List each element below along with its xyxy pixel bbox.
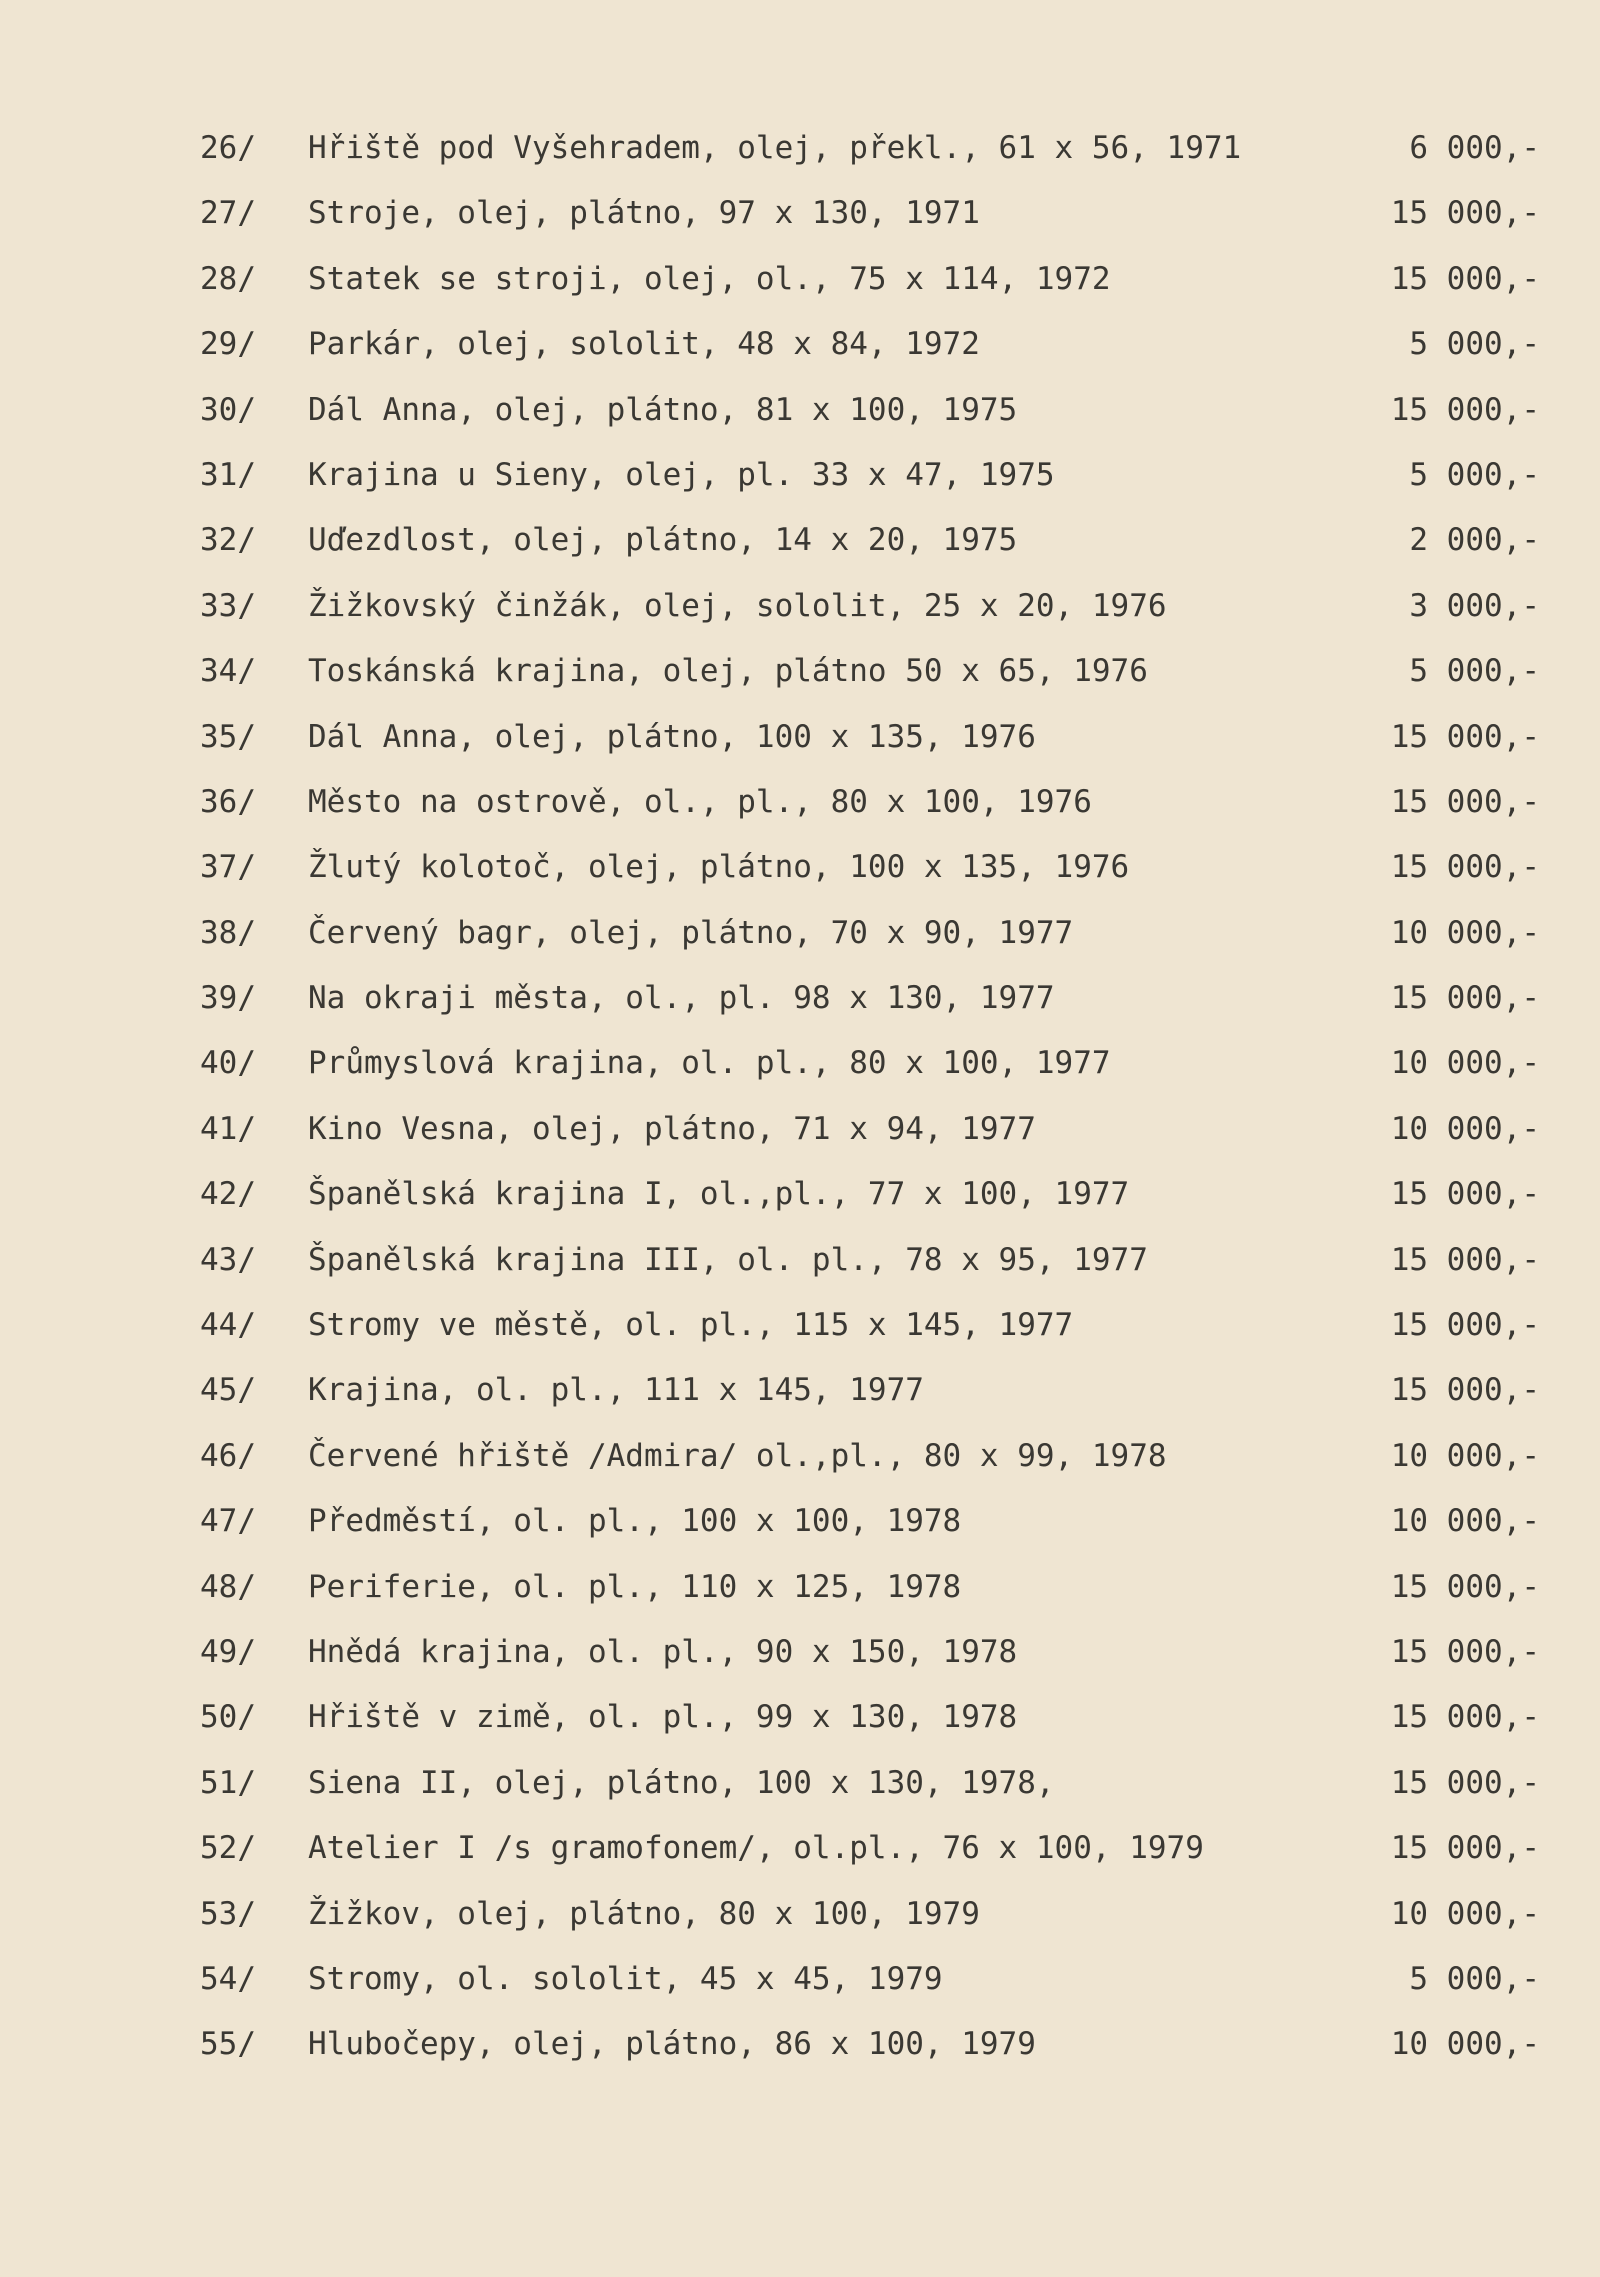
list-item	[200, 1695, 1540, 1760]
item-description: Toskánská krajina, olej, plátno 50 x 65, 1976	[308, 653, 1148, 690]
item-number: 30/	[200, 391, 256, 428]
item-number: 48/	[200, 1568, 256, 1605]
list-item	[200, 1172, 1540, 1237]
item-price: 15 000,-	[1390, 1568, 1540, 1605]
item-price: 15 000,-	[1390, 1830, 1540, 1867]
list-item	[200, 1761, 1540, 1826]
item-description: Kino Vesna, olej, plátno, 71 x 94, 1977	[308, 1110, 1036, 1147]
item-number: 46/	[200, 1437, 256, 1474]
list-item	[200, 976, 1540, 1041]
item-price: 15 000,-	[1390, 1633, 1540, 1670]
list-item	[200, 584, 1540, 649]
item-number: 38/	[200, 914, 256, 951]
item-description: Atelier I /s gramofonem/, ol.pl., 76 x 100, 1979	[308, 1830, 1204, 1867]
item-description: Žlutý kolotoč, olej, plátno, 100 x 135, 1976	[308, 849, 1130, 886]
item-description: Hřiště pod Vyšehradem, olej, překl., 61 x 56, 1971	[308, 130, 1242, 166]
item-price: 5 000,-	[1409, 1960, 1540, 1997]
item-price: 5 000,-	[1409, 653, 1540, 690]
item-description: Krajina, ol. pl., 111 x 145, 1977	[308, 1372, 924, 1409]
item-price: 6 000,-	[1409, 130, 1540, 166]
item-number: 37/	[200, 849, 256, 886]
item-description: Statek se stroji, olej, ol., 75 x 114, 1972	[308, 260, 1111, 297]
item-description: Město na ostrově, ol., pl., 80 x 100, 1976	[308, 783, 1092, 820]
item-price: 15 000,-	[1390, 1764, 1540, 1801]
item-number: 47/	[200, 1503, 256, 1540]
item-description: Krajina u Sieny, olej, pl. 33 x 47, 1975	[308, 456, 1055, 493]
item-price: 2 000,-	[1409, 522, 1540, 559]
item-price: 10 000,-	[1390, 2026, 1540, 2063]
item-price: 15 000,-	[1390, 718, 1540, 755]
list-item	[200, 1107, 1540, 1172]
list-item	[200, 2022, 1540, 2087]
item-number: 34/	[200, 653, 256, 690]
item-price: 15 000,-	[1390, 1699, 1540, 1736]
item-number: 33/	[200, 587, 256, 624]
list-item	[200, 1565, 1540, 1630]
item-number: 32/	[200, 522, 256, 559]
item-description: Uďezdlost, olej, plátno, 14 x 20, 1975	[308, 522, 1018, 559]
item-number: 44/	[200, 1307, 256, 1344]
list-item	[200, 1957, 1540, 2022]
item-number: 31/	[200, 456, 256, 493]
item-number: 54/	[200, 1960, 256, 1997]
list-item	[200, 1303, 1540, 1368]
list-item	[200, 322, 1540, 387]
list-item	[200, 1238, 1540, 1303]
item-description: Červené hřiště /Admira/ ol.,pl., 80 x 99, 1978	[308, 1437, 1167, 1474]
item-number: 51/	[200, 1764, 256, 1801]
item-number: 55/	[200, 2026, 256, 2063]
item-price: 10 000,-	[1390, 1437, 1540, 1474]
item-number: 35/	[200, 718, 256, 755]
item-description: Parkár, olej, sololit, 48 x 84, 1972	[308, 326, 980, 363]
item-description: Na okraji města, ol., pl. 98 x 130, 1977	[308, 980, 1055, 1017]
list-item	[200, 1630, 1540, 1695]
item-number: 40/	[200, 1045, 256, 1082]
list-item	[200, 1368, 1540, 1433]
item-price: 15 000,-	[1390, 1372, 1540, 1409]
item-description: Hlubočepy, olej, plátno, 86 x 100, 1979	[308, 2026, 1036, 2063]
item-price: 15 000,-	[1390, 391, 1540, 428]
list-item	[200, 1041, 1540, 1106]
item-description: Siena II, olej, plátno, 100 x 130, 1978,	[308, 1764, 1055, 1801]
item-number: 50/	[200, 1699, 256, 1736]
list-item	[200, 715, 1540, 780]
item-number: 39/	[200, 980, 256, 1017]
list-item	[200, 257, 1540, 322]
item-number: 27/	[200, 195, 256, 232]
item-number: 49/	[200, 1633, 256, 1670]
item-price: 5 000,-	[1409, 456, 1540, 493]
item-description: Předměstí, ol. pl., 100 x 100, 1978	[308, 1503, 962, 1540]
item-price: 15 000,-	[1390, 849, 1540, 886]
item-price: 10 000,-	[1390, 1895, 1540, 1932]
item-price: 15 000,-	[1390, 1176, 1540, 1213]
item-number: 26/	[200, 130, 256, 166]
item-description: Dál Anna, olej, plátno, 81 x 100, 1975	[308, 391, 1018, 428]
list-item	[200, 388, 1540, 453]
item-number: 45/	[200, 1372, 256, 1409]
item-description: Stroje, olej, plátno, 97 x 130, 1971	[308, 195, 980, 232]
list-item	[200, 1434, 1540, 1499]
item-description: Červený bagr, olej, plátno, 70 x 90, 1977	[308, 914, 1074, 951]
item-description: Stromy ve městě, ol. pl., 115 x 145, 1977	[308, 1307, 1074, 1344]
item-description: Stromy, ol. sololit, 45 x 45, 1979	[308, 1960, 943, 1997]
item-price: 10 000,-	[1390, 1045, 1540, 1082]
item-description: Dál Anna, olej, plátno, 100 x 135, 1976	[308, 718, 1036, 755]
list-item	[200, 780, 1540, 845]
item-price: 10 000,-	[1390, 1503, 1540, 1540]
item-number: 41/	[200, 1110, 256, 1147]
item-number: 52/	[200, 1830, 256, 1867]
item-description: Periferie, ol. pl., 110 x 125, 1978	[308, 1568, 962, 1605]
painting-price-list	[200, 126, 1540, 2088]
list-item	[200, 1499, 1540, 1564]
item-description: Španělská krajina III, ol. pl., 78 x 95, 1977	[308, 1241, 1148, 1278]
list-item	[200, 453, 1540, 518]
item-number: 43/	[200, 1241, 256, 1278]
item-number: 28/	[200, 260, 256, 297]
item-number: 29/	[200, 326, 256, 363]
item-description: Žižkov, olej, plátno, 80 x 100, 1979	[308, 1895, 980, 1932]
item-description: Hnědá krajina, ol. pl., 90 x 150, 1978	[308, 1633, 1018, 1670]
list-item	[200, 191, 1540, 256]
item-price: 15 000,-	[1390, 980, 1540, 1017]
item-price: 10 000,-	[1390, 914, 1540, 951]
item-price: 10 000,-	[1390, 1110, 1540, 1147]
list-item	[200, 1892, 1540, 1957]
list-item	[200, 1826, 1540, 1891]
list-item	[200, 911, 1540, 976]
item-description: Žižkovský činžák, olej, sololit, 25 x 20, 1976	[308, 587, 1167, 624]
list-item	[200, 126, 1540, 191]
item-price: 15 000,-	[1390, 1241, 1540, 1278]
item-price: 3 000,-	[1409, 587, 1540, 624]
item-number: 42/	[200, 1176, 256, 1213]
item-number: 36/	[200, 783, 256, 820]
item-description: Průmyslová krajina, ol. pl., 80 x 100, 1977	[308, 1045, 1111, 1082]
item-description: Hřiště v zimě, ol. pl., 99 x 130, 1978	[308, 1699, 1018, 1736]
item-price: 15 000,-	[1390, 195, 1540, 232]
list-item	[200, 845, 1540, 910]
item-price: 15 000,-	[1390, 783, 1540, 820]
item-price: 15 000,-	[1390, 1307, 1540, 1344]
list-item	[200, 518, 1540, 583]
item-number: 53/	[200, 1895, 256, 1932]
item-description: Španělská krajina I, ol.,pl., 77 x 100, 1977	[308, 1176, 1130, 1213]
item-price: 5 000,-	[1409, 326, 1540, 363]
item-price: 15 000,-	[1390, 260, 1540, 297]
list-item	[200, 649, 1540, 714]
